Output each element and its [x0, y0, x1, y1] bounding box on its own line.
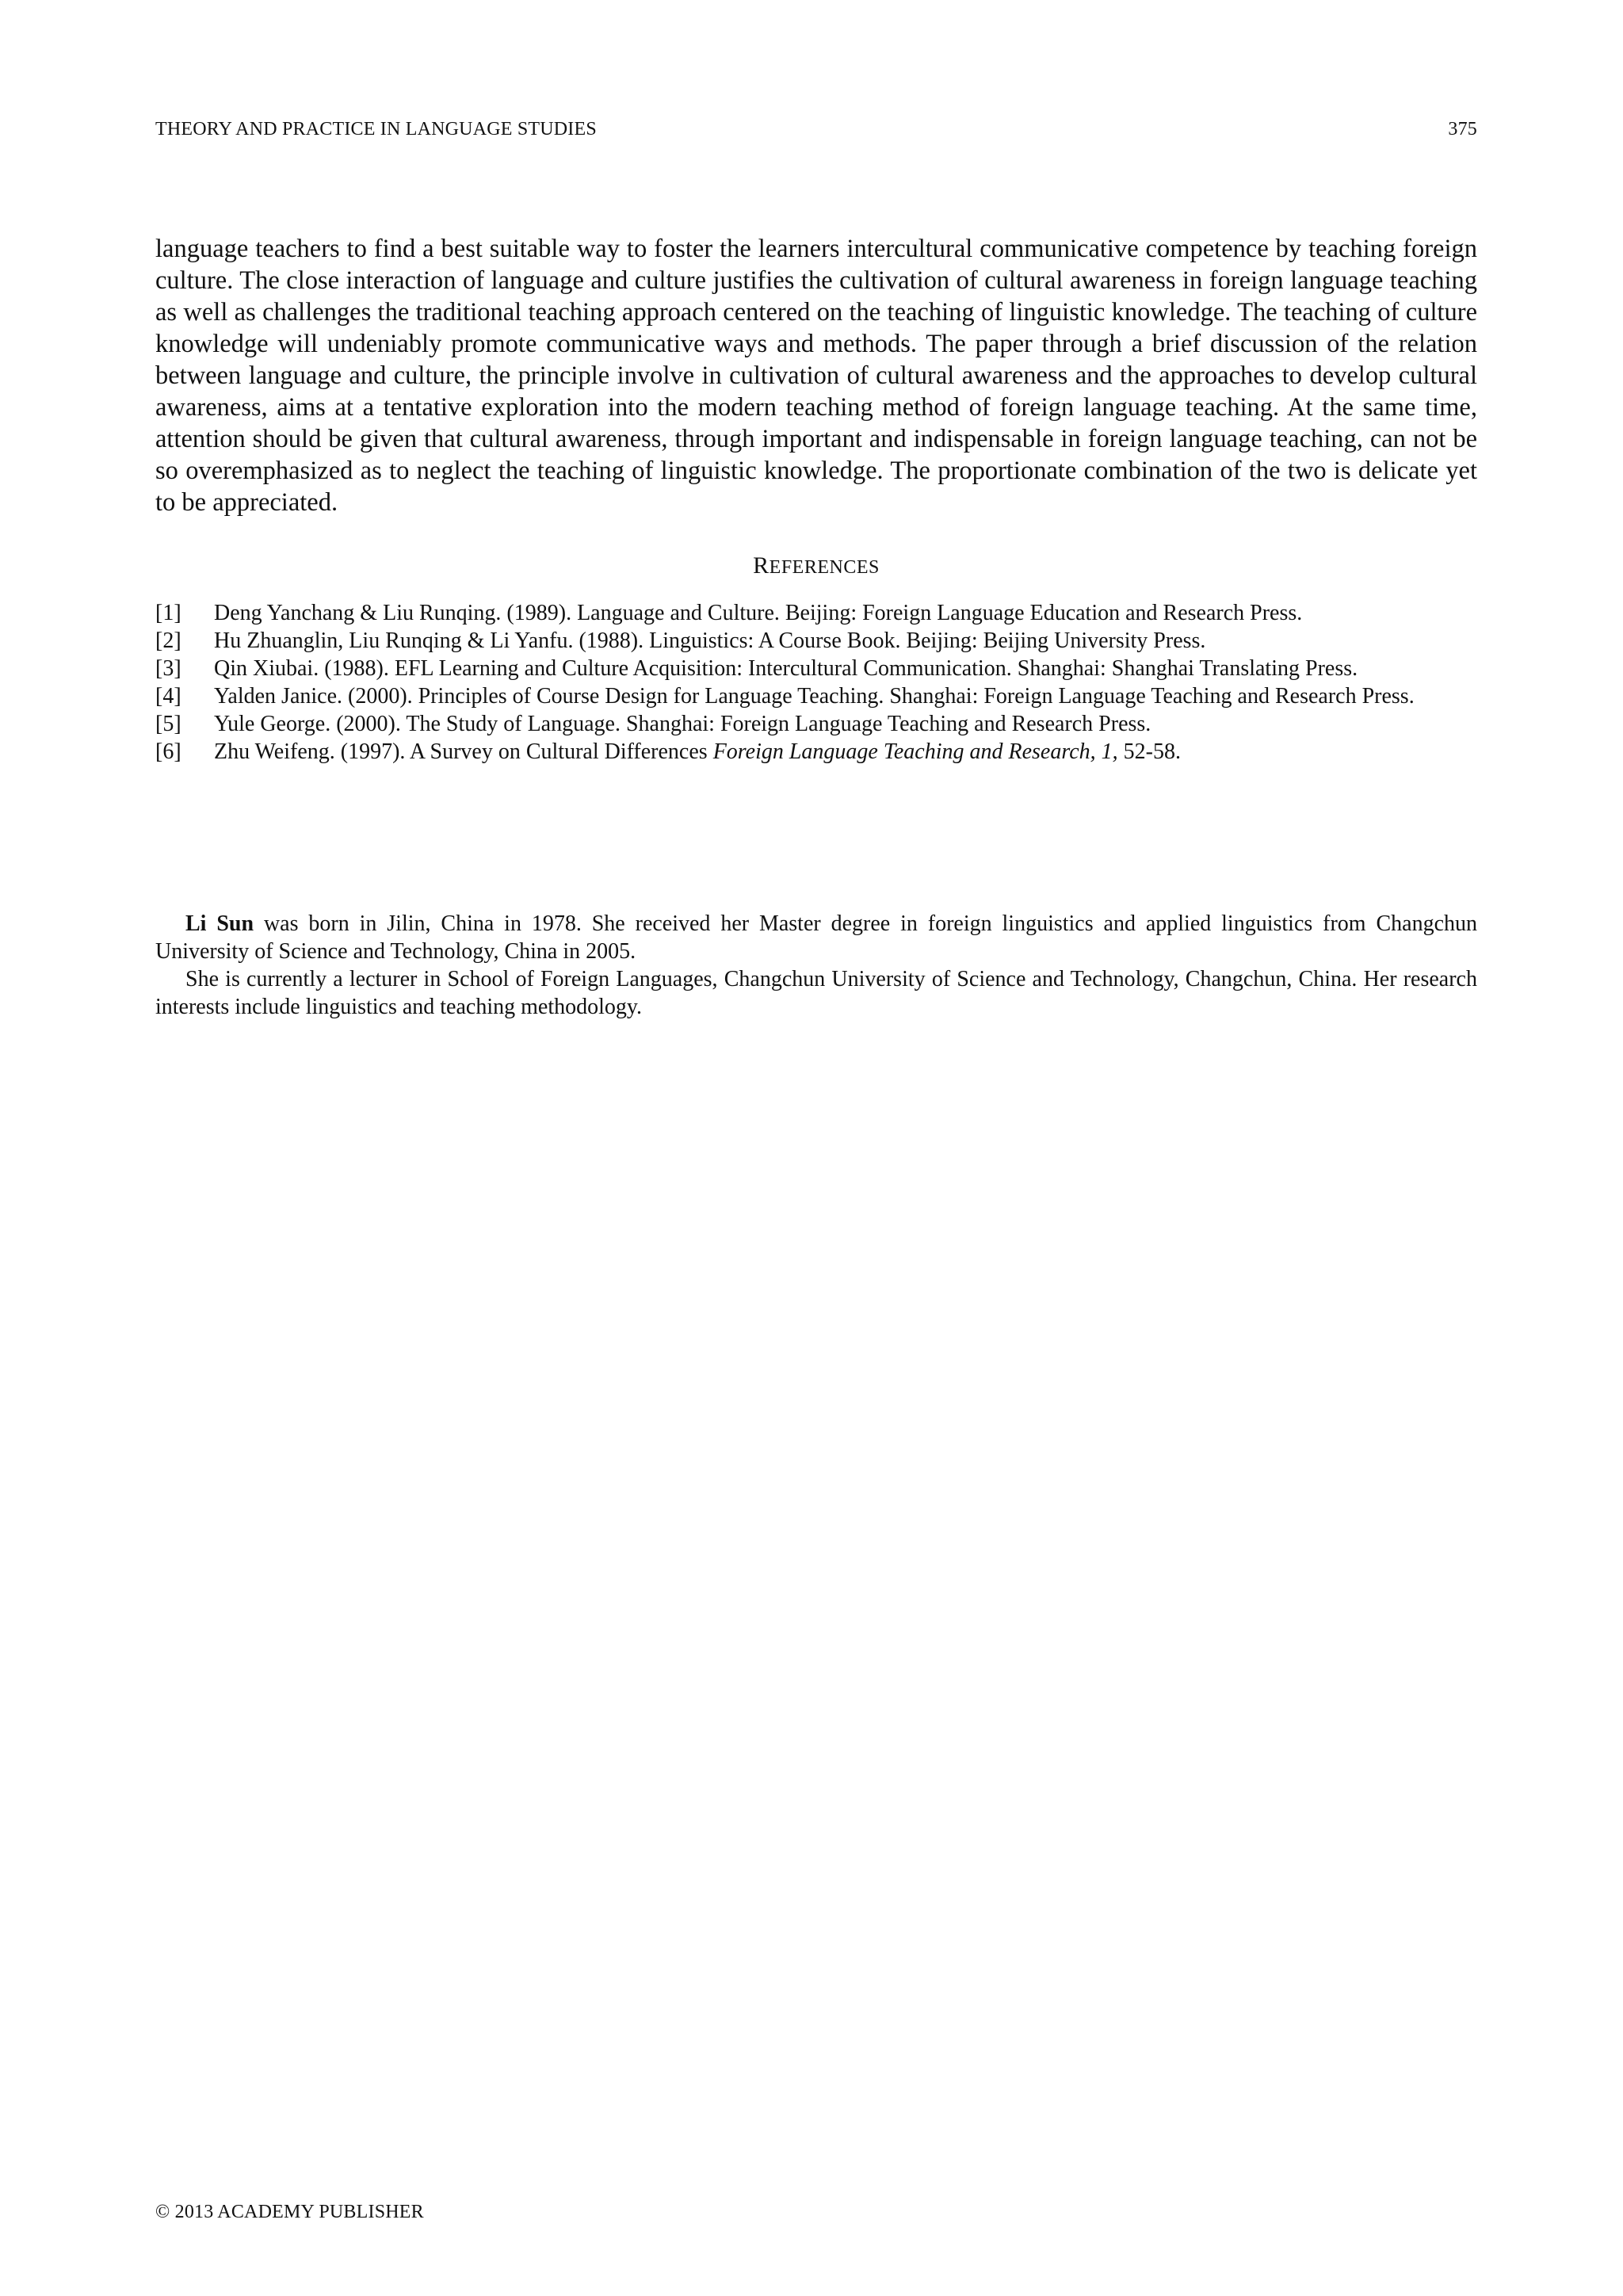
reference-text: Yalden Janice. (2000). Principles of Course Design for Language Teaching. Shanghai: Foreign Language Teaching and Research Press.	[214, 684, 1415, 709]
reference-text: Zhu Weifeng. (1997). A Survey on Cultural Differences	[214, 739, 713, 764]
reference-item	[155, 710, 1477, 738]
author-name: Li Sun	[185, 911, 254, 936]
running-header	[155, 119, 1477, 144]
references-heading	[155, 552, 1477, 582]
reference-number: [1]	[155, 601, 181, 625]
references-heading-rest: EFERENCES	[769, 557, 880, 578]
author-biography	[155, 910, 1477, 1021]
body-paragraph: language teachers to find a best suitable way to foster the learners intercultural communicative competence by teaching foreign culture. The close interaction of language and culture justifies the cultivation of cultural awareness in foreign language teaching as well as challenges the traditional teaching approach centered on the teaching of linguistic knowledge. The teaching of culture knowledge will undeniably promote communicative ways and methods. The paper through a brief discussion of the relation between language and culture, the principle involve in cultivation of cultural awareness and the approaches to develop cultural awareness, aims at a tentative exploration into the modern teaching method of foreign language teaching. At the same time, attention should be given that cultural awareness, through important and indispensable in foreign language teaching, can not be so overemphasized as to neglect the teaching of linguistic knowledge. The proportionate combination of the two is delicate yet to be appreciated.	[155, 235, 1477, 517]
reference-item	[155, 682, 1477, 710]
reference-number: [2]	[155, 628, 181, 653]
bio-text: was born in Jilin, China in 1978. She received her Master degree in foreign linguistics and applied linguistics from Changchun University of Science and Technology, China in 2005.	[155, 911, 1478, 964]
copyright-footer: © 2013 ACADEMY PUBLISHER	[155, 2202, 424, 2222]
references-heading-initial: R	[753, 552, 769, 579]
reference-text: Yule George. (2000). The Study of Language. Shanghai: Foreign Language Teaching and Research Press.	[214, 712, 1151, 736]
reference-number: [5]	[155, 712, 181, 736]
reference-pages: 52-58.	[1117, 739, 1181, 764]
reference-item	[155, 655, 1477, 682]
page-number: 375	[1448, 119, 1477, 139]
reference-text: Qin Xiubai. (1988). EFL Learning and Culture Acquisition: Intercultural Communication. Shanghai: Shanghai Translating Press.	[214, 656, 1358, 681]
reference-item	[155, 627, 1477, 655]
reference-number: [3]	[155, 656, 181, 681]
bio-paragraph: She is currently a lecturer in School of Foreign Languages, Changchun University of Science and Technology, Changchun, China. Her research interests include linguistics and teaching methodology.	[155, 967, 1477, 1019]
reference-journal-title: Foreign Language Teaching and Research, 1,	[712, 739, 1118, 764]
journal-title: THEORY AND PRACTICE IN LANGUAGE STUDIES	[155, 119, 597, 139]
bio-paragraph	[155, 910, 1477, 965]
reference-text: Deng Yanchang & Liu Runqing. (1989). Language and Culture. Beijing: Foreign Language Education and Research Press.	[214, 601, 1303, 625]
reference-text: Hu Zhuanglin, Liu Runqing & Li Yanfu. (1988). Linguistics: A Course Book. Beijing: Beijing University Press.	[214, 628, 1206, 653]
reference-number: [4]	[155, 684, 181, 709]
references-list	[155, 599, 1477, 766]
reference-number: [6]	[155, 739, 181, 764]
reference-item	[155, 599, 1477, 627]
reference-item	[155, 738, 1477, 766]
